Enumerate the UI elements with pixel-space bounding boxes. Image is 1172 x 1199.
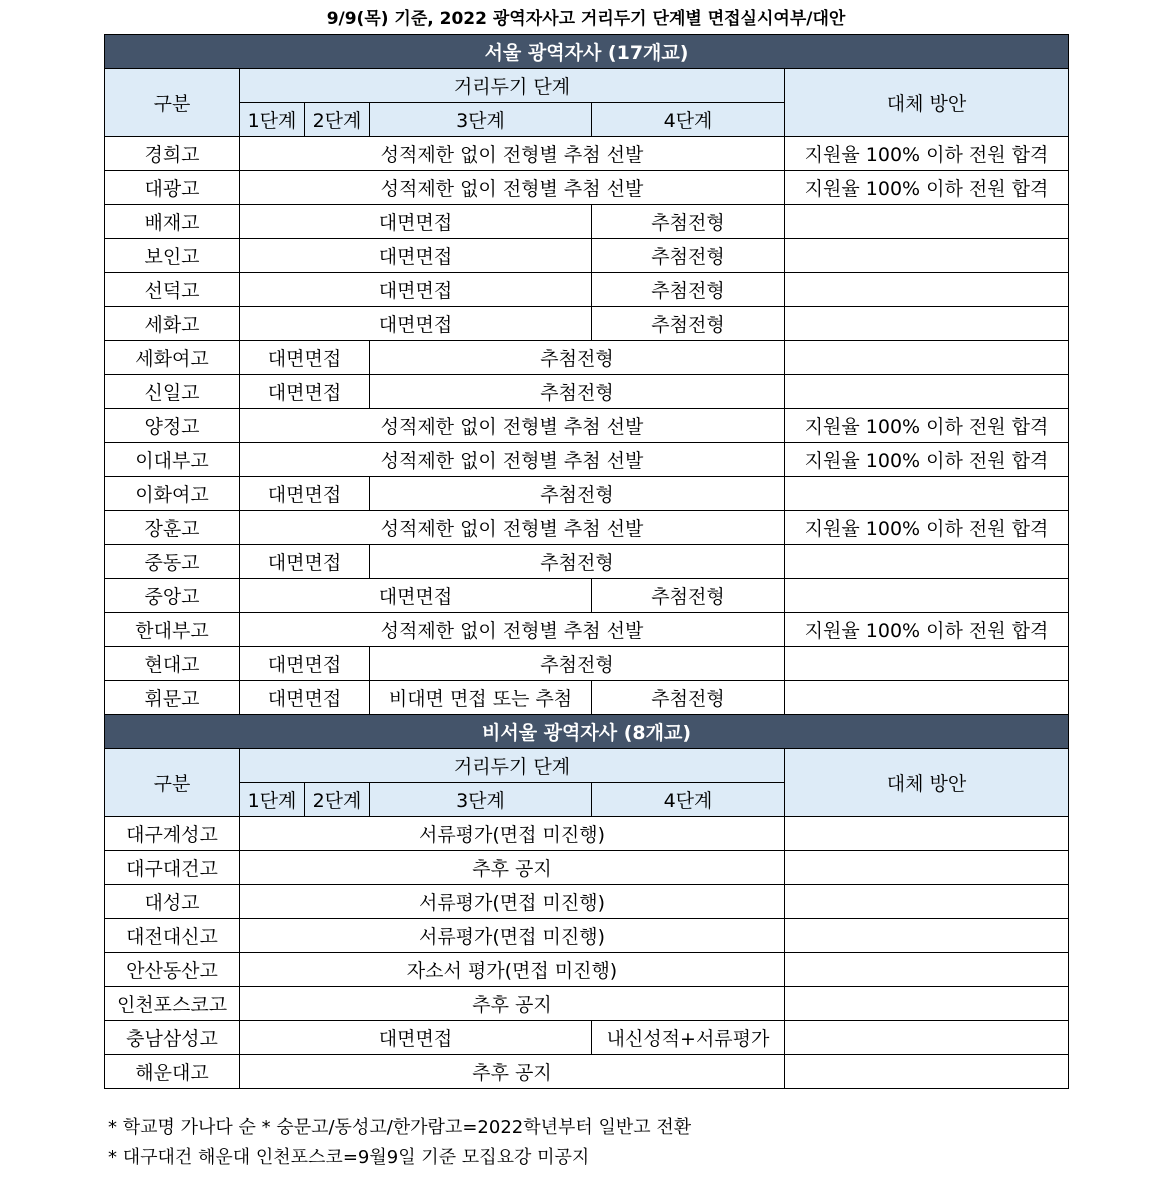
alternative-cell bbox=[785, 647, 1069, 681]
school-name: 휘문고 bbox=[105, 681, 240, 715]
table-row bbox=[105, 817, 1069, 851]
stage-cell: 추첨전형 bbox=[370, 375, 785, 409]
alternative-cell: 지원율 100% 이하 전원 합격 bbox=[785, 613, 1069, 647]
stage-cell: 성적제한 없이 전형별 추첨 선발 bbox=[240, 137, 785, 171]
stage-cell: 추첨전형 bbox=[592, 205, 785, 239]
stage-cell: 추첨전형 bbox=[592, 239, 785, 273]
header-stage1: 1단계 bbox=[240, 103, 305, 137]
school-name: 한대부고 bbox=[105, 613, 240, 647]
alternative-cell bbox=[785, 919, 1069, 953]
stage-cell: 추첨전형 bbox=[592, 273, 785, 307]
table-row bbox=[105, 579, 1069, 613]
school-name: 이대부고 bbox=[105, 443, 240, 477]
table-row bbox=[105, 953, 1069, 987]
school-name: 보인고 bbox=[105, 239, 240, 273]
footnote: * 학교명 가나다 순 * 숭문고/동성고/한가람고=2022학년부터 일반고 전환 bbox=[108, 1117, 692, 1138]
alternative-cell bbox=[785, 851, 1069, 885]
table-row bbox=[105, 477, 1069, 511]
alternative-cell: 지원율 100% 이하 전원 합격 bbox=[785, 137, 1069, 171]
section-title: 서울 광역자사 (17개교) bbox=[105, 35, 1069, 69]
header-alternative: 대체 방안 bbox=[785, 69, 1069, 137]
stage-cell: 대면면접 bbox=[240, 1021, 592, 1055]
alternative-cell bbox=[785, 885, 1069, 919]
stage-cell: 내신성적+서류평가 bbox=[592, 1021, 785, 1055]
table-row bbox=[105, 885, 1069, 919]
table-row bbox=[105, 647, 1069, 681]
school-name: 대구계성고 bbox=[105, 817, 240, 851]
stage-cell: 추첨전형 bbox=[370, 477, 785, 511]
stage-cell: 대면면접 bbox=[240, 341, 370, 375]
header-stage1: 1단계 bbox=[240, 783, 305, 817]
school-name: 세화고 bbox=[105, 307, 240, 341]
school-name: 인천포스코고 bbox=[105, 987, 240, 1021]
school-name: 경희고 bbox=[105, 137, 240, 171]
table-row bbox=[105, 851, 1069, 885]
alternative-cell: 지원율 100% 이하 전원 합격 bbox=[785, 171, 1069, 205]
section-header-row bbox=[105, 715, 1069, 749]
alternative-cell bbox=[785, 205, 1069, 239]
stage-cell: 추후 공지 bbox=[240, 1055, 785, 1089]
stage-cell: 서류평가(면접 미진행) bbox=[240, 817, 785, 851]
school-name: 대구대건고 bbox=[105, 851, 240, 885]
header-category: 구분 bbox=[105, 69, 240, 137]
stage-cell: 추첨전형 bbox=[592, 307, 785, 341]
header-stage3: 3단계 bbox=[370, 783, 592, 817]
stage-cell: 자소서 평가(면접 미진행) bbox=[240, 953, 785, 987]
table-row bbox=[105, 409, 1069, 443]
table-row bbox=[105, 273, 1069, 307]
stage-cell: 대면면접 bbox=[240, 273, 592, 307]
school-name: 신일고 bbox=[105, 375, 240, 409]
page-title: 9/9(목) 기준, 2022 광역자사고 거리두기 단계별 면접실시여부/대안 bbox=[326, 9, 846, 29]
stage-cell: 추첨전형 bbox=[592, 681, 785, 715]
header-stage3: 3단계 bbox=[370, 103, 592, 137]
footnotes bbox=[108, 1113, 691, 1173]
header-category: 구분 bbox=[105, 749, 240, 817]
header-stage2: 2단계 bbox=[305, 103, 370, 137]
table-row bbox=[105, 239, 1069, 273]
header-stage4: 4단계 bbox=[592, 103, 785, 137]
table-row bbox=[105, 443, 1069, 477]
stage-cell: 성적제한 없이 전형별 추첨 선발 bbox=[240, 443, 785, 477]
alternative-cell bbox=[785, 307, 1069, 341]
table-row bbox=[105, 511, 1069, 545]
stage-cell: 대면면접 bbox=[240, 647, 370, 681]
stage-cell: 대면면접 bbox=[240, 375, 370, 409]
stage-cell: 추후 공지 bbox=[240, 987, 785, 1021]
stage-cell: 서류평가(면접 미진행) bbox=[240, 885, 785, 919]
table-row bbox=[105, 613, 1069, 647]
stage-cell: 성적제한 없이 전형별 추첨 선발 bbox=[240, 511, 785, 545]
stage-cell: 비대면 면접 또는 추첨 bbox=[370, 681, 592, 715]
column-header-row bbox=[105, 749, 1069, 783]
stage-cell: 대면면접 bbox=[240, 579, 592, 613]
table-row bbox=[105, 1055, 1069, 1089]
school-name: 배재고 bbox=[105, 205, 240, 239]
school-name: 충남삼성고 bbox=[105, 1021, 240, 1055]
school-name: 대전대신고 bbox=[105, 919, 240, 953]
table-row bbox=[105, 681, 1069, 715]
school-name: 안산동산고 bbox=[105, 953, 240, 987]
stage-cell: 추첨전형 bbox=[370, 341, 785, 375]
stage-cell: 성적제한 없이 전형별 추첨 선발 bbox=[240, 409, 785, 443]
stage-cell: 대면면접 bbox=[240, 545, 370, 579]
stage-cell: 대면면접 bbox=[240, 239, 592, 273]
header-alternative: 대체 방안 bbox=[785, 749, 1069, 817]
stage-cell: 대면면접 bbox=[240, 477, 370, 511]
stage-cell: 추첨전형 bbox=[370, 647, 785, 681]
table-row bbox=[105, 171, 1069, 205]
alternative-cell bbox=[785, 1055, 1069, 1089]
footnote: * 대구대건 해운대 인천포스코=9월9일 기준 모집요강 미공지 bbox=[108, 1147, 590, 1168]
stage-cell: 대면면접 bbox=[240, 205, 592, 239]
table-row bbox=[105, 1021, 1069, 1055]
alternative-cell bbox=[785, 579, 1069, 613]
school-name: 현대고 bbox=[105, 647, 240, 681]
alternative-cell bbox=[785, 273, 1069, 307]
alternative-cell bbox=[785, 681, 1069, 715]
table-row bbox=[105, 919, 1069, 953]
table-row bbox=[105, 987, 1069, 1021]
alternative-cell: 지원율 100% 이하 전원 합격 bbox=[785, 409, 1069, 443]
header-stage4: 4단계 bbox=[592, 783, 785, 817]
header-stage-group: 거리두기 단계 bbox=[240, 749, 785, 783]
alternative-cell bbox=[785, 1021, 1069, 1055]
section-title: 비서울 광역자사 (8개교) bbox=[105, 715, 1069, 749]
school-name: 대성고 bbox=[105, 885, 240, 919]
school-name: 중동고 bbox=[105, 545, 240, 579]
alternative-cell bbox=[785, 375, 1069, 409]
stage-cell: 성적제한 없이 전형별 추첨 선발 bbox=[240, 613, 785, 647]
school-name: 양정고 bbox=[105, 409, 240, 443]
alternative-cell bbox=[785, 817, 1069, 851]
alternative-cell bbox=[785, 545, 1069, 579]
section-header-row bbox=[105, 35, 1069, 69]
stage-cell: 성적제한 없이 전형별 추첨 선발 bbox=[240, 171, 785, 205]
header-stage2: 2단계 bbox=[305, 783, 370, 817]
school-name: 세화여고 bbox=[105, 341, 240, 375]
school-name: 장훈고 bbox=[105, 511, 240, 545]
table-row bbox=[105, 205, 1069, 239]
stage-cell: 추첨전형 bbox=[592, 579, 785, 613]
stage-cell: 추첨전형 bbox=[370, 545, 785, 579]
stage-cell: 대면면접 bbox=[240, 681, 370, 715]
alternative-cell: 지원율 100% 이하 전원 합격 bbox=[785, 511, 1069, 545]
stage-cell: 서류평가(면접 미진행) bbox=[240, 919, 785, 953]
stage-cell: 추후 공지 bbox=[240, 851, 785, 885]
header-stage-group: 거리두기 단계 bbox=[240, 69, 785, 103]
table-row bbox=[105, 545, 1069, 579]
column-header-row bbox=[105, 69, 1069, 103]
table-row bbox=[105, 375, 1069, 409]
school-name: 중앙고 bbox=[105, 579, 240, 613]
alternative-cell bbox=[785, 341, 1069, 375]
table-row bbox=[105, 307, 1069, 341]
alternative-cell bbox=[785, 239, 1069, 273]
table-row bbox=[105, 137, 1069, 171]
school-name: 대광고 bbox=[105, 171, 240, 205]
school-name: 해운대고 bbox=[105, 1055, 240, 1089]
alternative-cell bbox=[785, 987, 1069, 1021]
alternative-cell bbox=[785, 477, 1069, 511]
alternative-cell: 지원율 100% 이하 전원 합격 bbox=[785, 443, 1069, 477]
alternative-cell bbox=[785, 953, 1069, 987]
stage-cell: 대면면접 bbox=[240, 307, 592, 341]
school-name: 이화여고 bbox=[105, 477, 240, 511]
school-name: 선덕고 bbox=[105, 273, 240, 307]
schedule-table bbox=[104, 34, 1069, 1089]
table-row bbox=[105, 341, 1069, 375]
